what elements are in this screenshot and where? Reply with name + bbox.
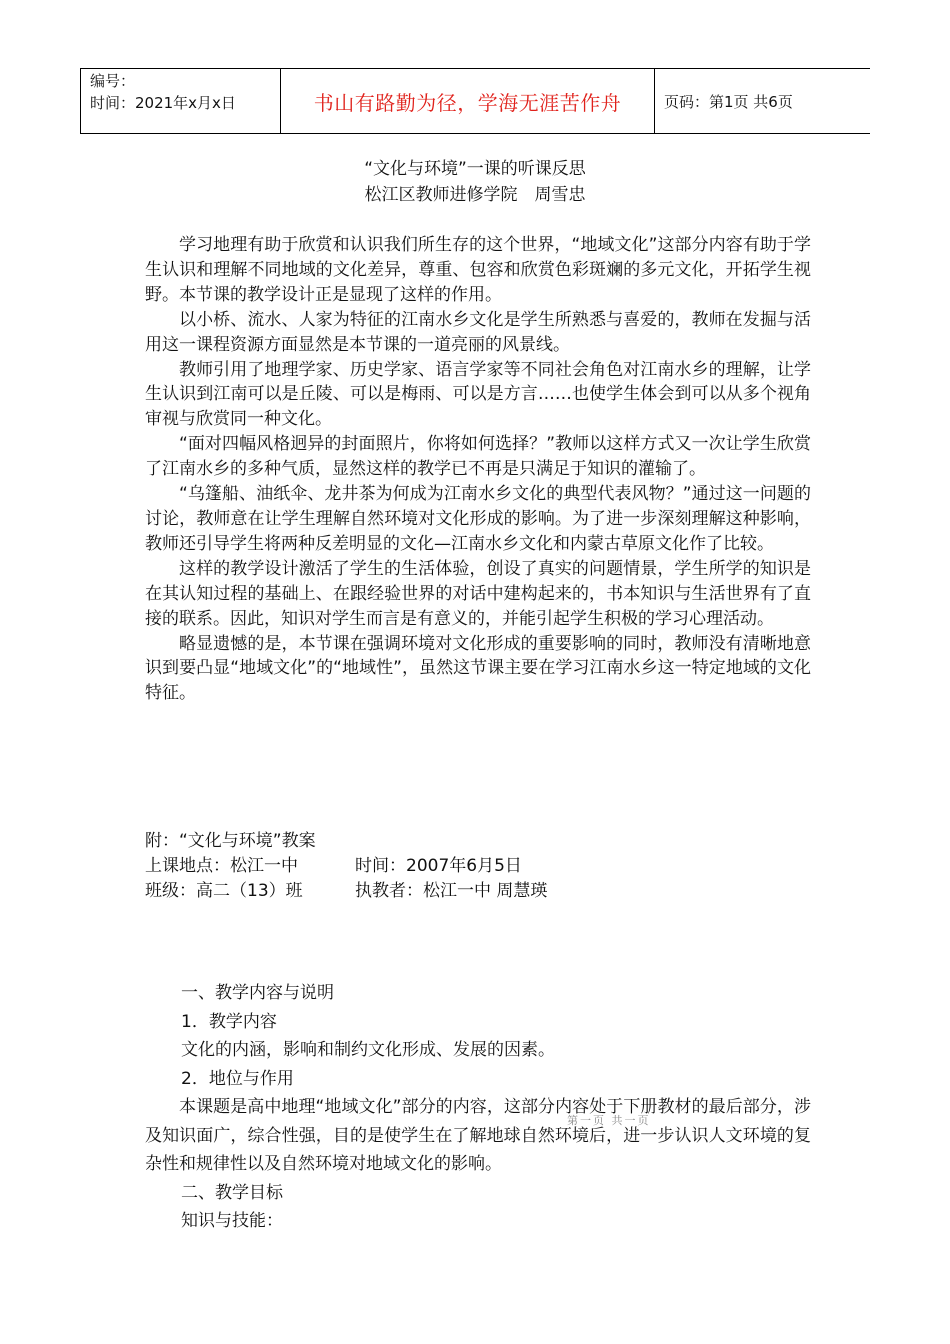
- lesson-plan-section: [145, 979, 811, 1236]
- reflection-body: [145, 233, 811, 706]
- appendix-row: [145, 879, 547, 904]
- time-label: 时间：2021年x月x日: [90, 94, 236, 112]
- paragraph: “面对四幅风格迥异的封面照片，你将如何选择？”教师以这样方式又一次让学生欣赏了江南水乡的多种气质，显然这样的教学已不再是只满足于知识的灌输了。: [145, 434, 811, 480]
- number-label: 编号：: [90, 72, 136, 90]
- paragraph: 学习地理有助于欣赏和认识我们所生存的这个世界，“地域文化”这部分内容有助于学生认识和理解不同地域的文化差异，尊重、包容和欣赏色彩斑斓的多元文化，开拓学生视野。本节课的教学设计正是显现了这样的作用。: [145, 235, 811, 305]
- header-page-info: 页码：第1页 共6页: [664, 92, 793, 111]
- role-text: 本课题是高中地理“地域文化”部分的内容，这部分内容处于下册教材的最后部分，涉及知识面广，综合性强，目的是使学生在了解地球自然环境后，进一步认识人文环境的复杂性和规律性以及自然环境对地域文化的影响。: [145, 1097, 811, 1174]
- appendix-block: [145, 829, 547, 904]
- document-title: [0, 156, 950, 208]
- paragraph: 以小桥、流水、人家为特征的江南水乡文化是学生所熟悉与喜爱的，教师在发掘与活用这一课程资源方面显然是本节课的一道亮丽的风景线。: [145, 309, 811, 355]
- appendix-title: 附：“文化与环境”教案: [145, 831, 316, 851]
- paragraph: 略显遗憾的是，本节课在强调环境对文化形成的重要影响的同时，教师没有清晰地意识到要凸显“地域文化”的“地域性”，虽然这节课主要在学习江南水乡这一特定地域的文化特征。: [145, 633, 811, 704]
- content-text: 文化的内涵，影响和制约文化形成、发展的因素。: [181, 1040, 555, 1060]
- subheading-knowledge: 知识与技能：: [181, 1211, 283, 1231]
- subheading-role: 2．地位与作用: [181, 1068, 294, 1089]
- document-header: [80, 68, 870, 134]
- paragraph: “乌篷船、油纸伞、龙井茶为何成为江南水乡文化的典型代表风物？”通过这一问题的讨论，教师意在让学生理解自然环境对文化形成的影响。为了进一步深刻理解这种影响，教师还引导学生将两种反差明显的文化—江南水乡文化和内蒙古草原文化作了比较。: [145, 484, 811, 554]
- appendix-row: [145, 854, 547, 879]
- section-heading-1: 一、教学内容与说明: [181, 983, 334, 1003]
- header-motto: 书山有路勤为径，学海无涯苦作舟: [281, 69, 655, 133]
- title-line-1: “文化与环境”一课的听课反思: [364, 159, 586, 179]
- subheading-content: 1．教学内容: [181, 1011, 277, 1032]
- lesson-class: 班级：高二（13）班: [145, 881, 303, 901]
- title-author: 松江区教师进修学院 周雪忠: [364, 185, 586, 205]
- page-watermark: 第一页 共一页: [567, 1114, 651, 1127]
- lesson-location: 上课地点：松江一中: [145, 856, 298, 876]
- paragraph: 教师引用了地理学家、历史学家、语言学家等不同社会角色对江南水乡的理解，让学生认识到江南可以是丘陵、可以是梅雨、可以是方言……也使学生体会到可以从多个视角审视与欣赏同一种文化。: [145, 359, 811, 430]
- lesson-time: 时间：2007年6月5日: [355, 856, 522, 876]
- header-meta-cell: [80, 69, 281, 133]
- lesson-teacher: 执教者：松江一中 周慧瑛: [355, 881, 548, 901]
- paragraph: 这样的教学设计激活了学生的生活体验，创设了真实的问题情景，学生所学的知识是在其认知过程的基础上、在跟经验世界的对话中建构起来的，书本知识与生活世界有了直接的联系。因此，知识对学生而言是有意义的，并能引起学生积极的学习心理活动。: [145, 558, 811, 629]
- section-heading-2: 二、教学目标: [181, 1182, 283, 1203]
